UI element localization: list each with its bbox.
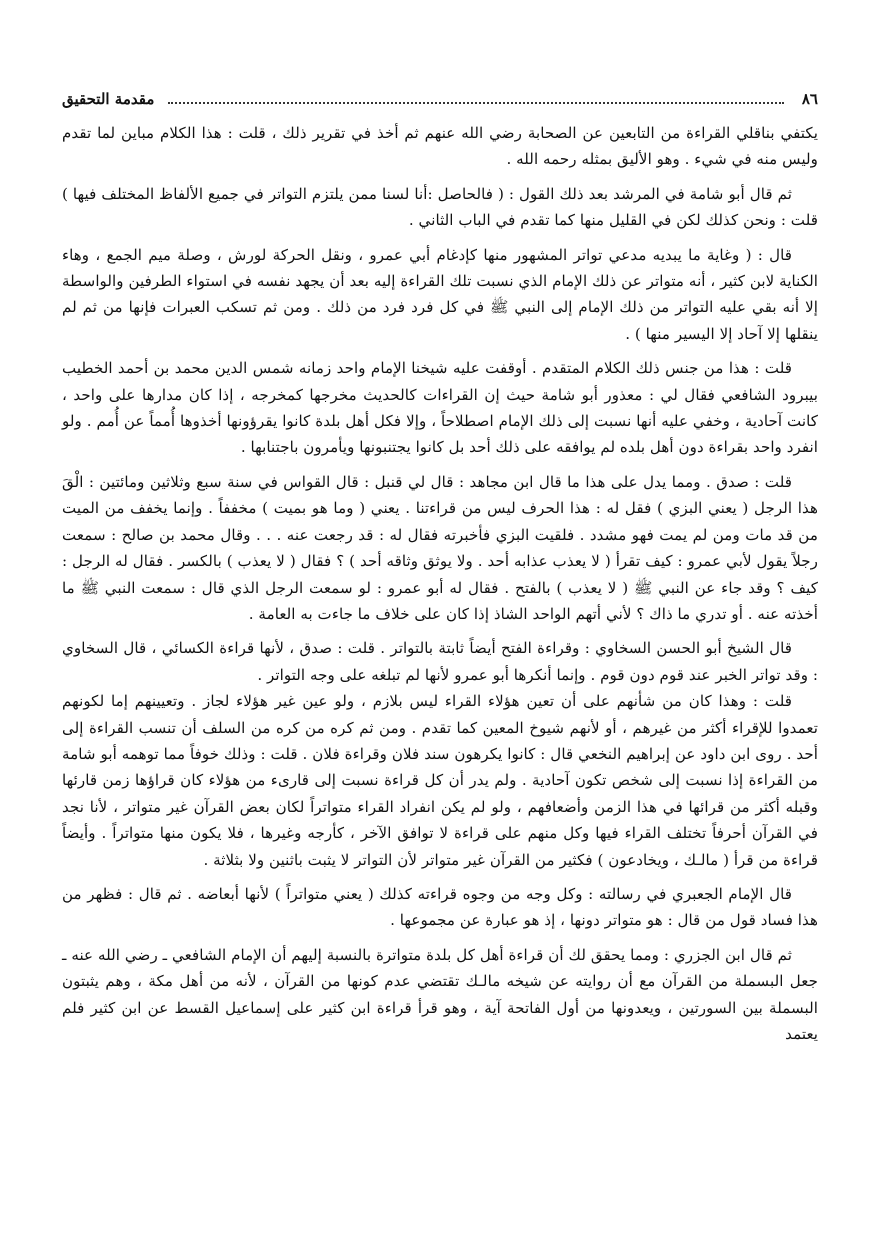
paragraph: ثم قال ابن الجزري : ومما يحقق لك أن قراءة أهل كل بلدة متواترة بالنسبة إليهم أن الإمام الشافعي ـ رضي الله عنه ـ جعل البسملة من القرآن مع أن روايته عن شيخه مالـك تقتضي عدم كونها من القرآن ، لأنه من أهل مكة ، وهم يثبتون البسملة بين السورتين ، ويعدونها من أول الفاتحة آية ، وهو قرأ قراءة ابن كثير على إسماعيل القسط عن ابن كثير فلم يعتمد: [62, 945, 818, 1043]
paragraph: قلت : صدق . ومما يدل على هذا ما قال ابن مجاهد : قال لي قنبل : قال القواس في سنة سبع وثلاثين ومائتين : الْقَ هذا الرجل ( يعني البزي ) فقل له : هذا الحرف ليس من قراءتنا . يعني ( وما هو بميت ) مخففاً . وإنما يخفف من الميت من قد مات ومن لم يمت فهو مشدد . فلقيت البزي فأخبرته فقال له : قد رجعت عنه . . . وقال محمد بن صالح : سمعت رجلاً يقول لأبي عمرو : كيف تقرأ ( لا يعذب عذابه أحد . ولا يوثق وثاقه أحد ) ؟ فقال ( لا يعذب ) بالكسر . فقال له الرجل : كيف ؟ وقد جاء عن النبي ﷺ ( لا يعذب ) بالفتح . فقال له أبو عمرو : لو سمعت الرجل الذي قال : سمعت النبي ﷺ ما أخذته عنه . أو تدري ما ذاك ؟ لأني أتهم الواحد الشاذ إذا كان على خلاف ما جاءت به العامة .: [62, 472, 818, 623]
paragraph: قال الإمام الجعبري في رسالته : وكل وجه من وجوه قراءته كذلك ( يعني متواتراً ) لأنها أبعاضه . ثم قال : فظهر من هذا فساد قول من قال : هو متواتر دونها ، إذ هو عبارة عن مجموعها .: [62, 884, 818, 930]
paragraph: ثم قال أبو شامة في المرشد بعد ذلك القول : ( فالحاصل :أنا لسنا ممن يلتزم التواتر في جميع الألفاظ المختلف فيها ) قلت : ونحن كذلك لكن في القليل منها كما تقدم في الباب الثاني .: [62, 184, 818, 230]
page-header: [62, 84, 818, 114]
running-title: مقدمة التحقيق: [62, 90, 155, 108]
body-text: [62, 120, 818, 1047]
paragraph: قال الشيخ أبو الحسن السخاوي : وقراءة الفتح أيضاً ثابتة بالتواتر . قلت : صدق ، لأنها قراءة الكسائي ، قال السخاوي : وقد تواتر الخبر عند قوم دون قوم . وإنما أنكرها أبو عمرو لأنها لم تبلغه على وجه التواتر .: [62, 639, 818, 684]
header-dotted-leader: [168, 102, 784, 104]
paragraph: قال : ( وغاية ما يبديه مدعي تواتر المشهور منها كإدغام أبي عمرو ، ونقل الحركة لورش ، وصلة ميم الجمع ، وهاء الكناية لابن كثير ، أنه متواتر عن ذلك الإمام الذي نسبت تلك القراءة إليه بعد أن يجهد نفسه في استواء الطرفين والواسطة إلا أنه بقي عليه التواتر من ذلك الإمام إلى النبي ﷺ في كل فرد فرد من ذلك . ومن ثم تسكب العبرات فإنها من ثم لم ينقلها إلا آحاد إلا اليسير منها ) .: [62, 245, 818, 343]
paragraph: يكتفي بناقلي القراءة من التابعين عن الصحابة رضي الله عنهم ثم أخذ في تقرير ذلك ، قلت : هذا الكلام مباين لما تقدم وليس منه في شيء . وهو الأليق بمثله رحمه الله .: [62, 124, 818, 169]
paragraph: قلت : وهذا كان من شأنهم على أن تعين هؤلاء القراء ليس بلازم ، ولو عين غير هؤلاء لجاز . وتعيينهم إما لكونهم تعمدوا للإقراء أكثر من غيرهم ، أو لأنهم شيوخ المعين كما تقدم . ومن ثم كره من كره من السلف أن تنسب القراءة إلى أحد . روى ابن داود عن إبراهيم النخعي قال : كانوا يكرهون سند فلان وقراءة فلان . قلت : وذلك خوفاً مما توهمه أبو شامة من القراءة إذا نسبت إلى شخص تكون آحادية . ولم يدر أن كل قراءة نسبت إلى قارىء من هؤلاء كان قراؤها زمن قارئها وقبله أكثر من قرائها في هذا الزمن وأضعافهم ، ولو لم يكن انفراد القراء متواتراً لكان بعض القرآن غير متواتر ، لأنا نجد في القرآن أحرفاً تختلف القراء فيها وكل منهم على قراءة لا توافق الآخر ، كأرجه وغيرها ، فلا يكون منها متواتراً . وأيضاً قراءة من قرأ ( مالـك ، ويخادعون ) فكثير من القرآن غير متواتر لأن التواتر لا يثبت باثنين ولا بثلاثة .: [62, 692, 818, 869]
paragraph: قلت : هذا من جنس ذلك الكلام المتقدم . أوقفت عليه شيخنا الإمام واحد زمانه شمس الدين محمد بن أحمد الخطيب بيبرود الشافعي فقال لي : معذور أبو شامة حيث إن القراءات كالحديث مخرجها كمخرجه ، إذا كان مدارها على واحد ، كانت آحادية ، وخفي عليه أنها نسبت إلى ذلك الإمام اصطلاحاً ، وإلا فكل أهل بلدة كانوا يقرؤونها أخذوها أُمماً عن أُمم . ولو انفرد واحد بقراءة دون أهل بلده لم يوافقه على ذلك أحد بل كانوا يجتنبونها ويأمرون باجتنابها .: [62, 359, 818, 457]
page-number: ٨٦: [801, 90, 818, 108]
